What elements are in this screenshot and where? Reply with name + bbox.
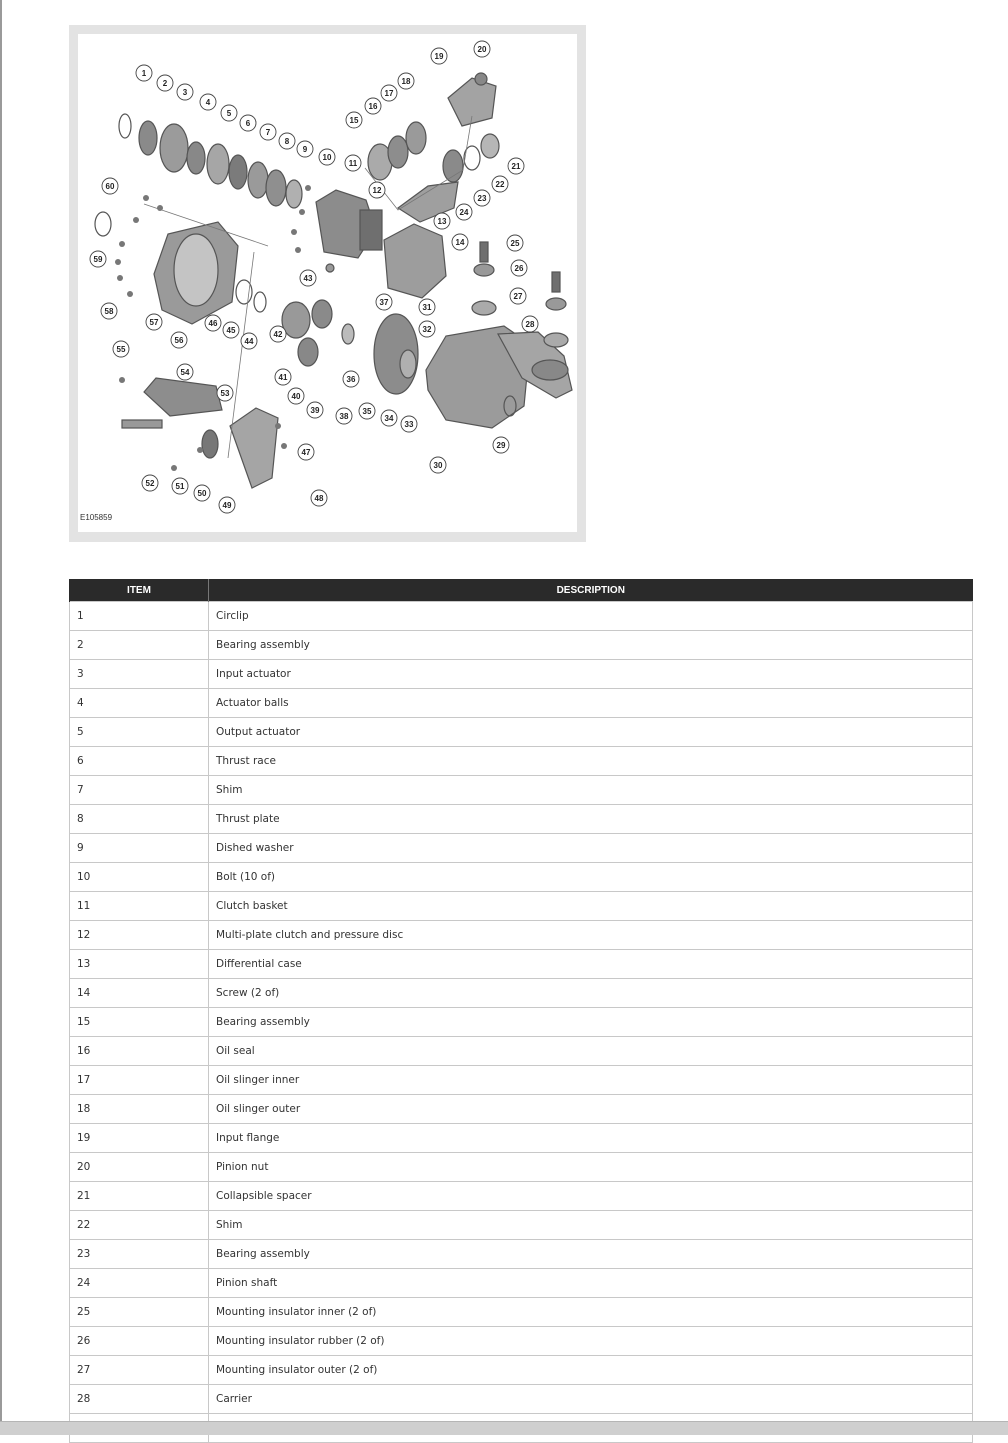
description-cell: Output actuator: [209, 718, 973, 747]
callout-label: 43: [303, 274, 313, 283]
callout-label: 26: [514, 264, 524, 273]
description-cell: Carrier: [209, 1385, 973, 1414]
description-cell: Oil seal: [209, 1037, 973, 1066]
table-row: [70, 689, 973, 718]
description-cell: Oil slinger outer: [209, 1095, 973, 1124]
description-cell: Bearing assembly: [209, 1008, 973, 1037]
callout-5: [221, 105, 237, 121]
item-number-cell: 11: [70, 892, 209, 921]
callout-label: 39: [310, 406, 320, 415]
table-row: [70, 1385, 973, 1414]
callout-label: 19: [434, 52, 444, 61]
item-number-cell: 26: [70, 1327, 209, 1356]
description-cell: Pinion nut: [209, 1153, 973, 1182]
table-row: [70, 631, 973, 660]
callout-59: [90, 251, 106, 267]
callout-label: 28: [525, 320, 535, 329]
callout-6: [240, 115, 256, 131]
exploded-view-figure: [69, 25, 586, 542]
callout-label: 49: [222, 501, 232, 510]
callout-26: [511, 260, 527, 276]
item-number-cell: 13: [70, 950, 209, 979]
callout-19: [431, 48, 447, 64]
callout-label: 24: [459, 208, 469, 217]
figure-canvas: [78, 34, 577, 532]
callout-27: [510, 288, 526, 304]
description-cell: Pinion shaft: [209, 1269, 973, 1298]
callout-60: [102, 178, 118, 194]
callout-40: [288, 388, 304, 404]
callout-label: 30: [433, 461, 443, 470]
callout-label: 21: [511, 162, 521, 171]
callout-31: [419, 299, 435, 315]
callout-label: 12: [372, 186, 382, 195]
callout-label: 35: [362, 407, 372, 416]
description-cell: Differential case: [209, 950, 973, 979]
callout-48: [311, 490, 327, 506]
description-cell: Dished washer: [209, 834, 973, 863]
figure-reference-code: E105859: [80, 513, 113, 522]
table-row: [70, 1298, 973, 1327]
table-row: [70, 1269, 973, 1298]
callout-20: [474, 41, 490, 57]
callout-label: 31: [422, 303, 432, 312]
callout-28: [522, 316, 538, 332]
table-row: [70, 805, 973, 834]
callout-label: 11: [348, 159, 358, 168]
callout-37: [376, 294, 392, 310]
callout-1: [136, 65, 152, 81]
callout-53: [217, 385, 233, 401]
callout-label: 27: [513, 292, 523, 301]
callout-label: 6: [245, 119, 251, 128]
callout-label: 33: [404, 420, 414, 429]
description-cell: Circlip: [209, 602, 973, 631]
exploded-diagram: [78, 34, 577, 532]
table-row: [70, 950, 973, 979]
callout-12: [369, 182, 385, 198]
callout-label: 55: [116, 345, 126, 354]
callout-label: 53: [220, 389, 230, 398]
callout-8: [279, 133, 295, 149]
callout-label: 17: [384, 89, 394, 98]
callout-label: 56: [174, 336, 184, 345]
callout-44: [241, 333, 257, 349]
callout-34: [381, 410, 397, 426]
item-number-cell: 1: [70, 602, 209, 631]
callout-label: 54: [180, 368, 190, 377]
callout-label: 16: [368, 102, 378, 111]
callout-23: [474, 190, 490, 206]
callout-label: 4: [205, 98, 211, 107]
item-number-cell: 12: [70, 921, 209, 950]
callout-33: [401, 416, 417, 432]
table-row: [70, 1182, 973, 1211]
callout-51: [172, 478, 188, 494]
callout-17: [381, 85, 397, 101]
callout-label: 37: [379, 298, 389, 307]
description-cell: Bearing assembly: [209, 631, 973, 660]
item-number-cell: 27: [70, 1356, 209, 1385]
callout-54: [177, 364, 193, 380]
callout-label: 41: [278, 373, 288, 382]
callout-38: [336, 408, 352, 424]
callout-58: [101, 303, 117, 319]
description-cell: Mounting insulator inner (2 of): [209, 1298, 973, 1327]
table-row: [70, 921, 973, 950]
callout-25: [507, 235, 523, 251]
table-row: [70, 1240, 973, 1269]
callout-label: 22: [495, 180, 505, 189]
description-cell: Multi-plate clutch and pressure disc: [209, 921, 973, 950]
table-row: [70, 1153, 973, 1182]
callout-11: [345, 155, 361, 171]
description-cell: Mounting insulator rubber (2 of): [209, 1327, 973, 1356]
table-row: [70, 892, 973, 921]
item-number-cell: 21: [70, 1182, 209, 1211]
item-number-cell: 22: [70, 1211, 209, 1240]
callout-label: 42: [273, 330, 283, 339]
left-border: [0, 0, 2, 1421]
parts-table: [69, 579, 973, 1443]
table-row: [70, 1037, 973, 1066]
table-row: [70, 1095, 973, 1124]
description-cell: Bearing assembly: [209, 1240, 973, 1269]
callout-label: 38: [339, 412, 349, 421]
callout-35: [359, 403, 375, 419]
item-number-cell: 7: [70, 776, 209, 805]
item-number-cell: 28: [70, 1385, 209, 1414]
description-cell: Oil slinger inner: [209, 1066, 973, 1095]
callout-label: 59: [93, 255, 103, 264]
callout-24: [456, 204, 472, 220]
table-row: [70, 776, 973, 805]
callout-43: [300, 270, 316, 286]
item-number-cell: 14: [70, 979, 209, 1008]
description-cell: Clutch basket: [209, 892, 973, 921]
item-number-cell: 8: [70, 805, 209, 834]
callout-label: 36: [346, 375, 356, 384]
callout-10: [319, 149, 335, 165]
item-number-cell: 10: [70, 863, 209, 892]
item-number-cell: 3: [70, 660, 209, 689]
callout-45: [223, 322, 239, 338]
callout-label: 44: [244, 337, 254, 346]
callout-4: [200, 94, 216, 110]
callout-13: [434, 213, 450, 229]
callout-49: [219, 497, 235, 513]
item-number-cell: 9: [70, 834, 209, 863]
description-cell: Screw (2 of): [209, 979, 973, 1008]
description-cell: Input actuator: [209, 660, 973, 689]
description-cell: Thrust race: [209, 747, 973, 776]
callout-22: [492, 176, 508, 192]
callout-46: [205, 315, 221, 331]
parts-table-body: [70, 602, 973, 1443]
callout-label: 8: [284, 137, 290, 146]
callout-9: [297, 141, 313, 157]
description-cell: Thrust plate: [209, 805, 973, 834]
callout-label: 60: [105, 182, 115, 191]
table-row: [70, 1211, 973, 1240]
callout-16: [365, 98, 381, 114]
callout-label: 9: [302, 145, 308, 154]
callout-label: 29: [496, 441, 506, 450]
item-column-header: ITEM: [70, 579, 209, 602]
description-cell: Collapsible spacer: [209, 1182, 973, 1211]
description-column-header: DESCRIPTION: [209, 579, 973, 602]
callout-21: [508, 158, 524, 174]
callout-3: [177, 84, 193, 100]
callout-label: 13: [437, 217, 447, 226]
callout-label: 10: [322, 153, 332, 162]
callout-label: 52: [145, 479, 155, 488]
callout-label: 40: [291, 392, 301, 401]
table-row: [70, 1124, 973, 1153]
callout-label: 2: [162, 79, 168, 88]
item-number-cell: 17: [70, 1066, 209, 1095]
callout-32: [419, 321, 435, 337]
item-number-cell: 20: [70, 1153, 209, 1182]
callout-41: [275, 369, 291, 385]
callout-label: 1: [141, 69, 147, 78]
table-row: [70, 1008, 973, 1037]
part-circlip-drawing: [119, 114, 131, 138]
callout-39: [307, 402, 323, 418]
callout-7: [260, 124, 276, 140]
table-row: [70, 718, 973, 747]
callout-label: 45: [226, 326, 236, 335]
callout-label: 23: [477, 194, 487, 203]
item-number-cell: 2: [70, 631, 209, 660]
bottom-scroll-bar[interactable]: [0, 1421, 1008, 1435]
item-number-cell: 25: [70, 1298, 209, 1327]
callout-label: 47: [301, 448, 311, 457]
callout-29: [493, 437, 509, 453]
table-row: [70, 834, 973, 863]
item-number-cell: 5: [70, 718, 209, 747]
callout-36: [343, 371, 359, 387]
callout-30: [430, 457, 446, 473]
callout-label: 58: [104, 307, 114, 316]
callout-label: 7: [265, 128, 271, 137]
callout-label: 32: [422, 325, 432, 334]
description-cell: Mounting insulator outer (2 of): [209, 1356, 973, 1385]
callout-label: 20: [477, 45, 487, 54]
callout-14: [452, 234, 468, 250]
callout-57: [146, 314, 162, 330]
callout-2: [157, 75, 173, 91]
callout-55: [113, 341, 129, 357]
callout-56: [171, 332, 187, 348]
callout-label: 46: [208, 319, 218, 328]
table-row: [70, 660, 973, 689]
table-row: [70, 863, 973, 892]
table-row: [70, 979, 973, 1008]
table-row: [70, 1327, 973, 1356]
callout-18: [398, 73, 414, 89]
item-number-cell: 4: [70, 689, 209, 718]
callout-label: 5: [226, 109, 232, 118]
item-number-cell: 19: [70, 1124, 209, 1153]
callout-label: 48: [314, 494, 324, 503]
callout-52: [142, 475, 158, 491]
callout-15: [346, 112, 362, 128]
description-cell: Shim: [209, 1211, 973, 1240]
item-number-cell: 15: [70, 1008, 209, 1037]
table-header-row: [70, 579, 973, 602]
callout-label: 3: [182, 88, 188, 97]
description-cell: Input flange: [209, 1124, 973, 1153]
item-number-cell: 16: [70, 1037, 209, 1066]
callout-42: [270, 326, 286, 342]
callout-label: 25: [510, 239, 520, 248]
item-number-cell: 6: [70, 747, 209, 776]
table-row: [70, 1066, 973, 1095]
callout-label: 50: [197, 489, 207, 498]
item-number-cell: 24: [70, 1269, 209, 1298]
callout-50: [194, 485, 210, 501]
callout-label: 15: [349, 116, 359, 125]
callout-label: 57: [149, 318, 159, 327]
item-number-cell: 23: [70, 1240, 209, 1269]
callout-label: 34: [384, 414, 394, 423]
table-row: [70, 1356, 973, 1385]
table-row: [70, 602, 973, 631]
table-row: [70, 747, 973, 776]
callout-label: 14: [455, 238, 465, 247]
callout-47: [298, 444, 314, 460]
item-number-cell: 18: [70, 1095, 209, 1124]
description-cell: Actuator balls: [209, 689, 973, 718]
callout-label: 51: [175, 482, 185, 491]
description-cell: Shim: [209, 776, 973, 805]
description-cell: Bolt (10 of): [209, 863, 973, 892]
callout-label: 18: [401, 77, 411, 86]
